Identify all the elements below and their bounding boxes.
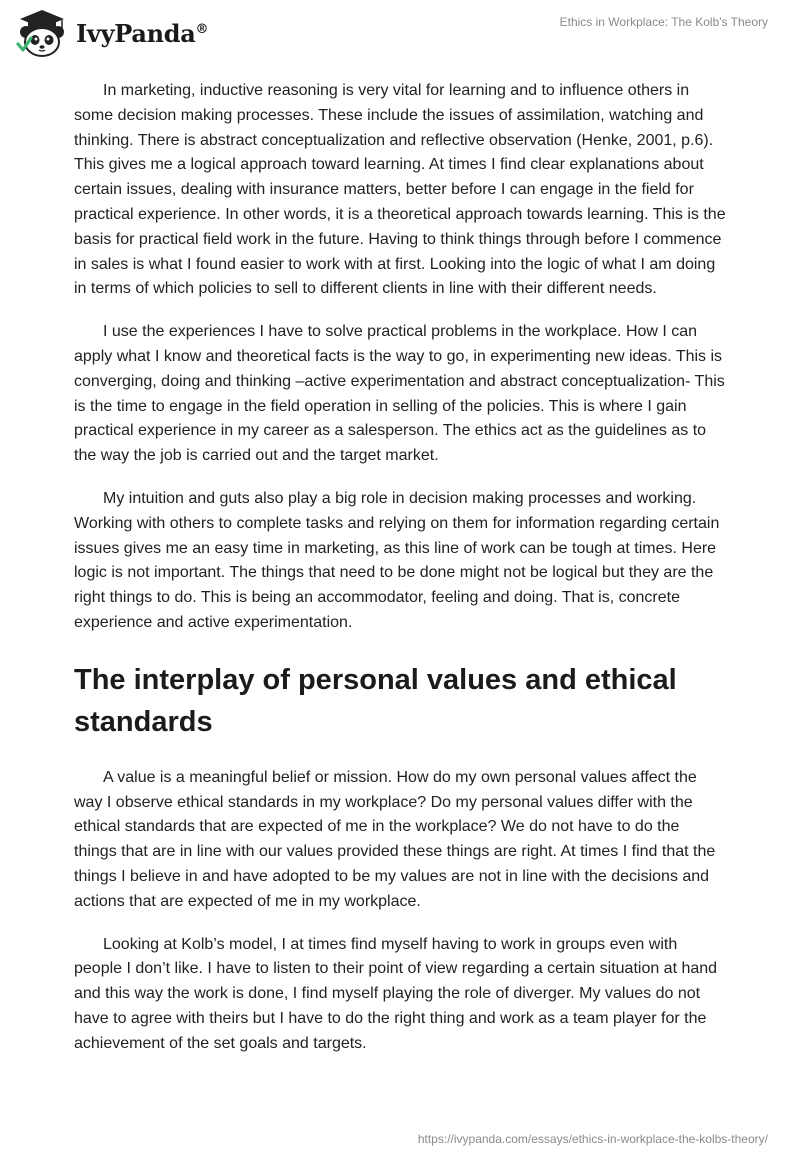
paragraph: In marketing, inductive reasoning is very vital for learning and to influence others in some decision making processes. These include the issues of assimilation, watching and thinking. There is abstract conceptualization and reflective observation (Henke, 2001, p.6). This gives me a logical approach toward learning. At times I find clear explanations about certain issues, dealing with insurance matters, better before I can engage in the field for practical experience. In other words, it is a theoretical approach towards learning. This is the basis for practical field work in the future. Having to think things through before I commence in sales is what I found easier to work with at first. Looking into the logic of what I am doing in terms of which policies to sell to different clients in line with their different needs.: [74, 82, 726, 298]
section-heading: The interplay of personal values and ethical standards: [74, 663, 677, 738]
paragraph: I use the experiences I have to solve practical problems in the workplace. How I can apply what I know and theoretical facts is the way to go, in experimenting new ideas. This is converging, doing and thinking –active experimentation and abstract conceptualization- This is the time to engage in the field operation in selling of the policies. This is where I gain practical experience in my career as a salesperson. The ethics act as the guidelines as to the way the job is carried out and the target market.: [74, 323, 725, 465]
brand-name: IvyPanda®: [76, 18, 209, 48]
ivypanda-logo[interactable]: [14, 8, 208, 58]
essay-content: [74, 79, 726, 1075]
document-title: Ethics in Workplace: The Kolb's Theory: [559, 15, 768, 29]
page-header: [0, 0, 800, 70]
panda-logo-icon: [14, 8, 70, 58]
paragraph: A value is a meaningful belief or mission. How do my own personal values affect the way I observe ethical standards in my workplace? Do my personal values differ with the ethical standards that are expected of me in the workplace? We do not have to do the things that are in line with our values provided these things are right. At times I find that the things I believe in and have adopted to be my values are not in line with the decisions and actions that are expected of me in my workplace.: [74, 768, 716, 910]
paragraph: Looking at Kolb’s model, I at times find myself having to work in groups even with people I don’t like. I have to listen to their point of view regarding a certain situation at hand and this way the work is done, I find myself playing the role of diverger. My values do not have to agree with theirs but I have to do the right thing and work as a team player for the achievement of the set goals and targets.: [74, 935, 718, 1052]
paragraph: My intuition and guts also play a big role in decision making processes and working. Working with others to complete tasks and relying on them for information regarding certain issues gives me an easy time in marketing, as this line of work can be tough at times. Here logic is not important. The things that need to be done might not be logical but they are the right things to do. This is being an accommodator, feeling and doing. That is, concrete experience and active experimentation.: [74, 489, 720, 631]
source-url[interactable]: https://ivypanda.com/essays/ethics-in-workplace-the-kolbs-theory/: [417, 1132, 768, 1146]
